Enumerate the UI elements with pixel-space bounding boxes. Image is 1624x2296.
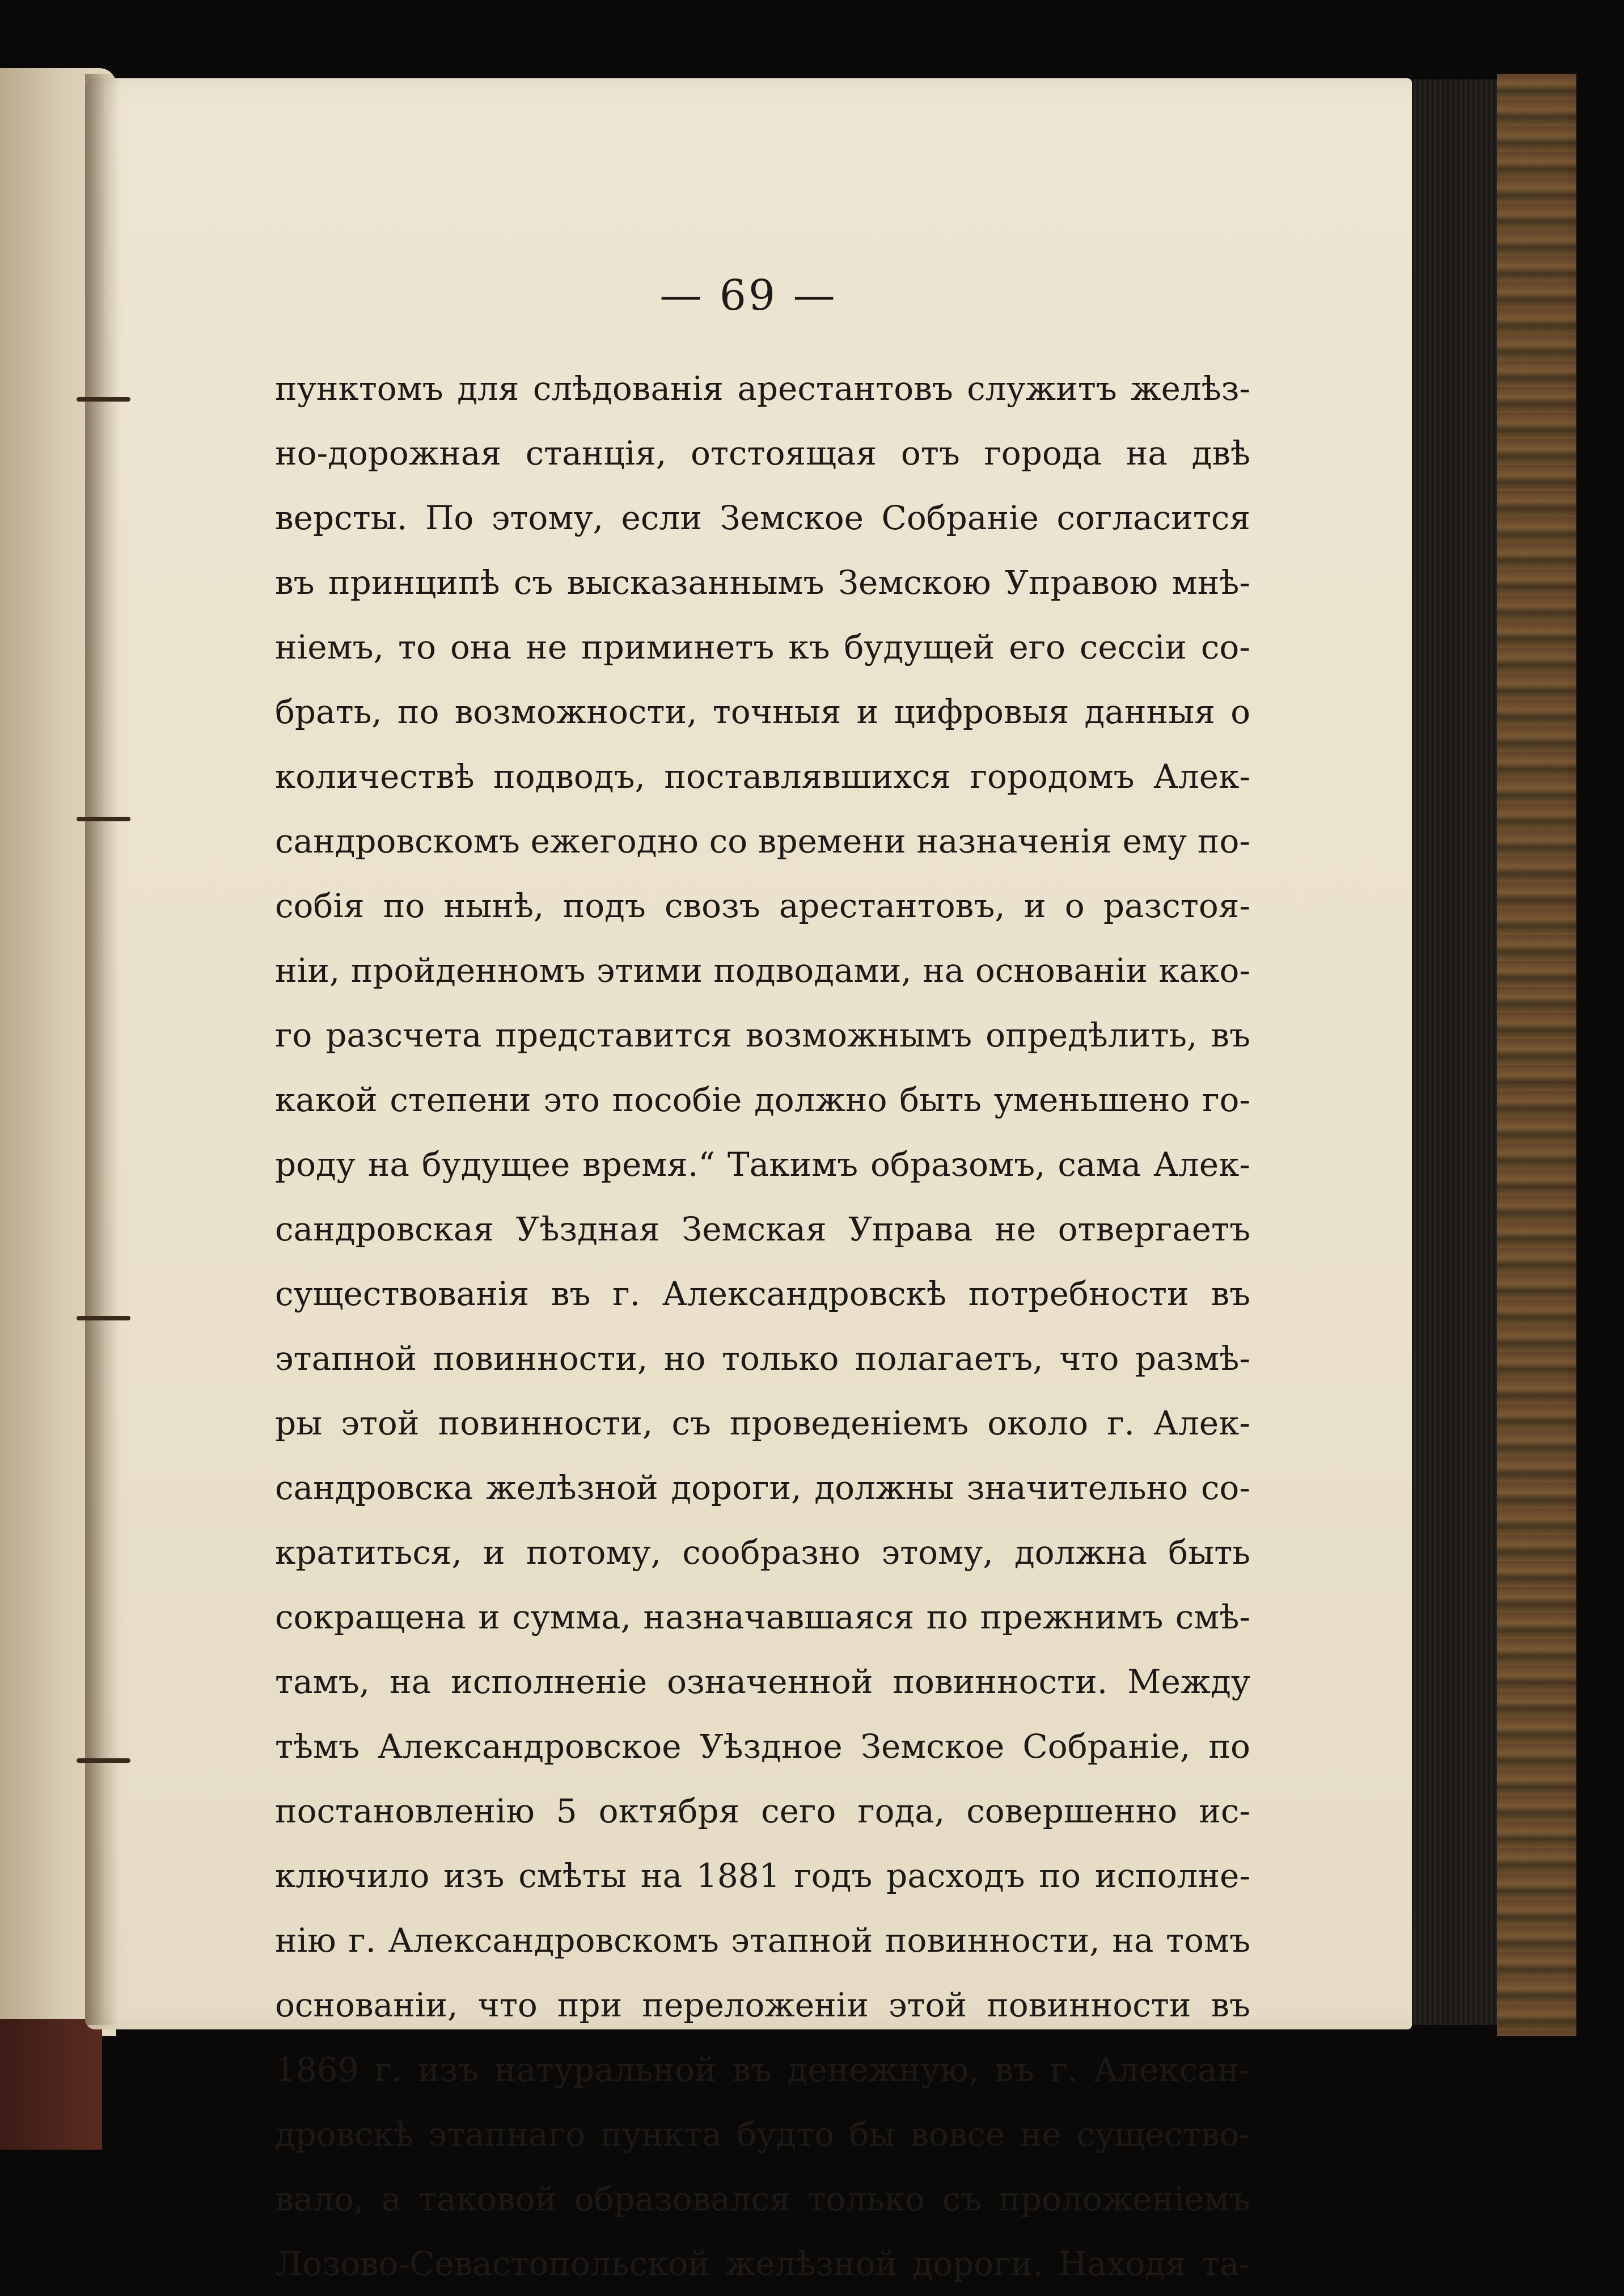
text-line: ры этой повинности, съ проведеніемъ около г. Алек-: [275, 1404, 1250, 1442]
text-line: но-дорожная станція, отстоящая отъ города на двѣ: [275, 434, 1250, 472]
text-line: сокращена и сумма, назначавшаяся по прежнимъ смѣ-: [275, 1598, 1250, 1636]
text-line: тамъ, на исполненіе означенной повинности. Между: [275, 1662, 1250, 1701]
text-line: ключило изъ смѣты на 1881 годъ расходъ по исполне-: [275, 1856, 1250, 1895]
left-cover-edge: [0, 2019, 102, 2150]
text-line: версты. По этому, если Земское Собраніе согласится: [275, 499, 1250, 537]
text-line: вало, а таковой образовался только съ проложеніемъ: [275, 2180, 1250, 2218]
text-line: постановленію 5 октября сего года, совершенно ис-: [275, 1792, 1250, 1830]
binding-stitch: [77, 817, 130, 821]
text-line: роду на будущее время.“ Такимъ образомъ, сама Алек-: [275, 1145, 1250, 1184]
text-line: кратиться, и потому, сообразно этому, должна быть: [275, 1533, 1250, 1572]
text-line: этапной повинности, но только полагаетъ, что размѣ-: [275, 1339, 1250, 1378]
page-number: — 69 —: [659, 271, 838, 320]
binding-stitch: [77, 1316, 130, 1320]
text-line: сандровская Уѣздная Земская Управа не отвергаетъ: [275, 1210, 1250, 1248]
text-line: количествѣ подводъ, поставлявшихся городомъ Алек-: [275, 757, 1250, 796]
text-line: пунктомъ для слѣдованія арестантовъ служитъ желѣз-: [275, 369, 1250, 408]
page-gutter: [85, 74, 119, 2025]
text-line: дровскѣ этапнаго пункта будто бы вовсе не существо-: [275, 2115, 1250, 2154]
text-line: ніемъ, то она не приминетъ къ будущей его сессіи со-: [275, 628, 1250, 666]
text-line: 1869 г. изъ натуральной въ денежную, въ г. Алексан-: [275, 2050, 1250, 2089]
binding-stitch: [77, 1758, 130, 1763]
text-line: ніи, пройденномъ этими подводами, на основаніи како-: [275, 951, 1250, 990]
text-line: сандровска желѣзной дороги, должны значительно со-: [275, 1468, 1250, 1507]
text-line: го разсчета представится возможнымъ опредѣлить, въ: [275, 1016, 1250, 1054]
text-line: собія по нынѣ, подъ свозъ арестантовъ, и о разстоя-: [275, 887, 1250, 925]
binding-stitch: [77, 397, 130, 402]
text-line: какой степени это пособіе должно быть уменьшено го-: [275, 1081, 1250, 1119]
text-line: сандровскомъ ежегодно со времени назначенія ему по-: [275, 822, 1250, 860]
text-line: брать, по возможности, точныя и цифровыя данныя о: [275, 693, 1250, 731]
book-cover-edge: [1497, 74, 1576, 2036]
text-line: основаніи, что при переложеніи этой повинности въ: [275, 1986, 1250, 2024]
text-line: тѣмъ Александровское Уѣздное Земское Собраніе, по: [275, 1727, 1250, 1766]
page-text: [275, 356, 1250, 2296]
text-line: въ принципѣ съ высказаннымъ Земскою Управою мнѣ-: [275, 563, 1250, 602]
text-line: существованія въ г. Александровскѣ потребности въ: [275, 1274, 1250, 1313]
text-line: нію г. Александровскомъ этапной повинности, на томъ: [275, 1921, 1250, 1960]
book-page: [85, 78, 1412, 2283]
text-line: Лозово-Севастопольской желѣзной дороги. Находя та-: [275, 2244, 1250, 2283]
